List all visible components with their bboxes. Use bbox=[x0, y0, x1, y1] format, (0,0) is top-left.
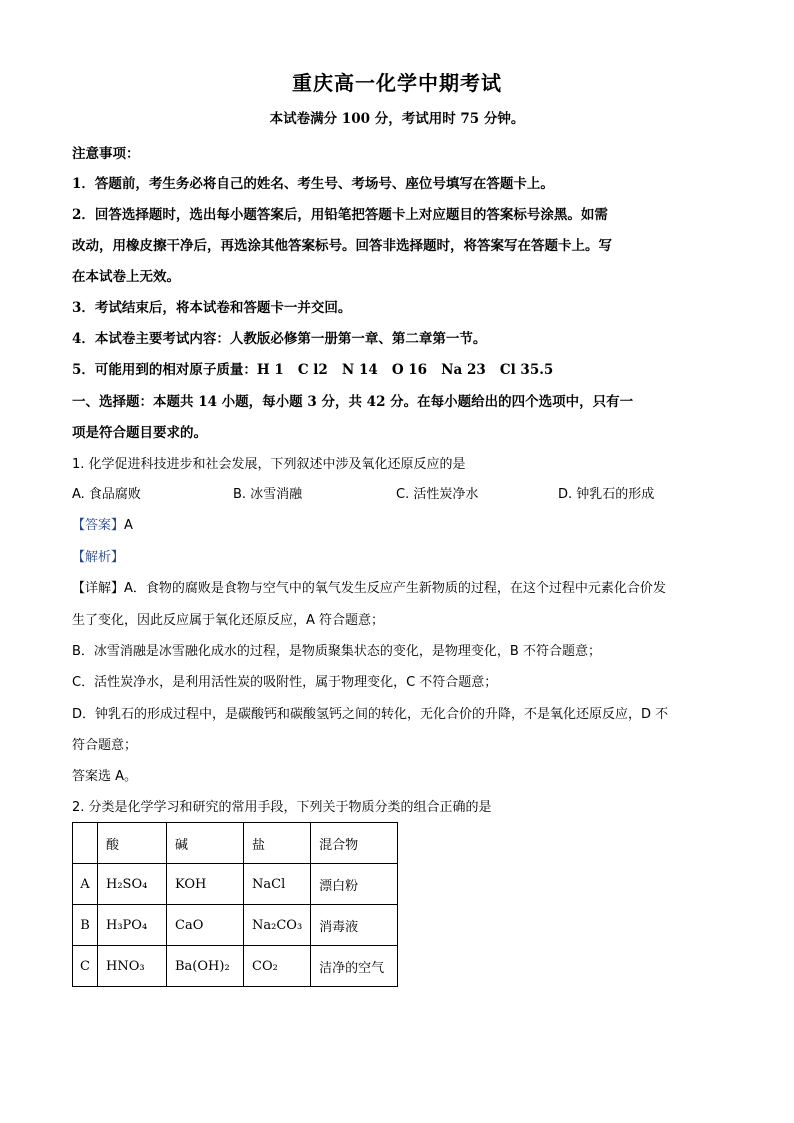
table-header-row bbox=[73, 823, 398, 864]
answer-tag: 【答案】 bbox=[72, 518, 125, 533]
question-1-option-d: D. 钟乳石的形成 bbox=[558, 487, 655, 502]
exam-subtitle: 本试卷满分 100 分，考试用时 75 分钟。 bbox=[269, 111, 525, 127]
question-1-option-b: B. 冰雪消融 bbox=[233, 487, 303, 502]
table-cell: KOH bbox=[167, 864, 244, 905]
table-cell: NaCl bbox=[244, 864, 311, 905]
table-cell: H₃PO₄ bbox=[98, 905, 167, 946]
table-cell: B bbox=[73, 905, 98, 946]
table-row bbox=[73, 905, 398, 946]
notice-item-2-line-2: 改动，用橡皮擦干净后，再选涂其他答案标号。回答非选择题时，将答案写在答题卡上。写 bbox=[72, 238, 612, 254]
notice-item-5: 5．可能用到的相对原子质量：H 1 C l2 N 14 O 16 Na 23 Cl 35.5 bbox=[72, 362, 554, 378]
notice-heading: 注意事项： bbox=[72, 146, 140, 162]
classification-table bbox=[72, 822, 398, 987]
question-1-stem: 1. 化学促进科技进步和社会发展，下列叙述中涉及氧化还原反应的是 bbox=[72, 457, 466, 472]
detail-option-d-line-1: D．钟乳石的形成过程中，是碳酸钙和碳酸氢钙之间的转化，无化合价的升降，不是氧化还原反应，D 不 bbox=[72, 707, 669, 722]
notice-item-2-line-1: 2．回答选择题时，选出每小题答案后，用铅笔把答题卡上对应题目的答案标号涂黑。如需 bbox=[72, 207, 608, 223]
detail-line-2: 生了变化，因此反应属于氧化还原反应，A 符合题意； bbox=[72, 613, 385, 628]
analysis-tag: 【解析】 bbox=[72, 550, 125, 565]
question-2-stem: 2. 分类是化学学习和研究的常用手段，下列关于物质分类的组合正确的是 bbox=[72, 800, 492, 815]
detail-option-c: C．活性炭净水，是利用活性炭的吸附性，属于物理变化，C 不符合题意； bbox=[72, 675, 498, 690]
table-header-cell bbox=[73, 823, 98, 864]
notice-item-1: 1．答题前，考生务必将自己的姓名、考生号、考场号、座位号填写在答题卡上。 bbox=[72, 176, 554, 192]
question-1-option-a: A. 食品腐败 bbox=[72, 487, 141, 502]
notice-item-4: 4．本试卷主要考试内容：人教版必修第一册第一章、第二章第一节。 bbox=[72, 331, 487, 347]
table-row bbox=[73, 864, 398, 905]
table-header-cell: 碱 bbox=[167, 823, 244, 864]
notice-item-3: 3．考试结束后，将本试卷和答题卡一并交回。 bbox=[72, 300, 352, 316]
question-1-option-c: C. 活性炭净水 bbox=[396, 487, 479, 502]
detail-option-d-line-2: 符合题意； bbox=[72, 738, 138, 753]
answer-line bbox=[72, 514, 133, 533]
detail-option-b: B．冰雪消融是冰雪融化成水的过程，是物质聚集状态的变化，是物理变化，B 不符合题意； bbox=[72, 644, 601, 659]
table-cell: CaO bbox=[167, 905, 244, 946]
table-cell: C bbox=[73, 946, 98, 987]
table-cell: Na₂CO₃ bbox=[244, 905, 311, 946]
detail-line-1: 【详解】A．食物的腐败是食物与空气中的氧气发生反应产生新物质的过程，在这个过程中元素化合价发 bbox=[72, 581, 666, 596]
table-cell: A bbox=[73, 864, 98, 905]
table-cell: CO₂ bbox=[244, 946, 311, 987]
table-row bbox=[73, 946, 398, 987]
table-cell: HNO₃ bbox=[98, 946, 167, 987]
notice-item-2-line-3: 在本试卷上无效。 bbox=[72, 269, 180, 285]
answer-conclusion: 答案选 A。 bbox=[72, 769, 138, 784]
table-cell: Ba(OH)₂ bbox=[167, 946, 244, 987]
table-header-cell: 盐 bbox=[244, 823, 311, 864]
table-cell: H₂SO₄ bbox=[98, 864, 167, 905]
table-cell: 漂白粉 bbox=[311, 864, 398, 905]
table-cell: 消毒液 bbox=[311, 905, 398, 946]
table-header-cell: 混合物 bbox=[311, 823, 398, 864]
answer-value: A bbox=[124, 518, 133, 533]
table-cell: 洁净的空气 bbox=[311, 946, 398, 987]
page-title: 重庆高一化学中期考试 bbox=[292, 71, 502, 95]
table-header-cell: 酸 bbox=[98, 823, 167, 864]
section-heading-line-1: 一、选择题：本题共 14 小题，每小题 3 分，共 42 分。在每小题给出的四个选项中，只有一 bbox=[72, 394, 634, 410]
section-heading-line-2: 项是符合题目要求的。 bbox=[72, 425, 207, 441]
